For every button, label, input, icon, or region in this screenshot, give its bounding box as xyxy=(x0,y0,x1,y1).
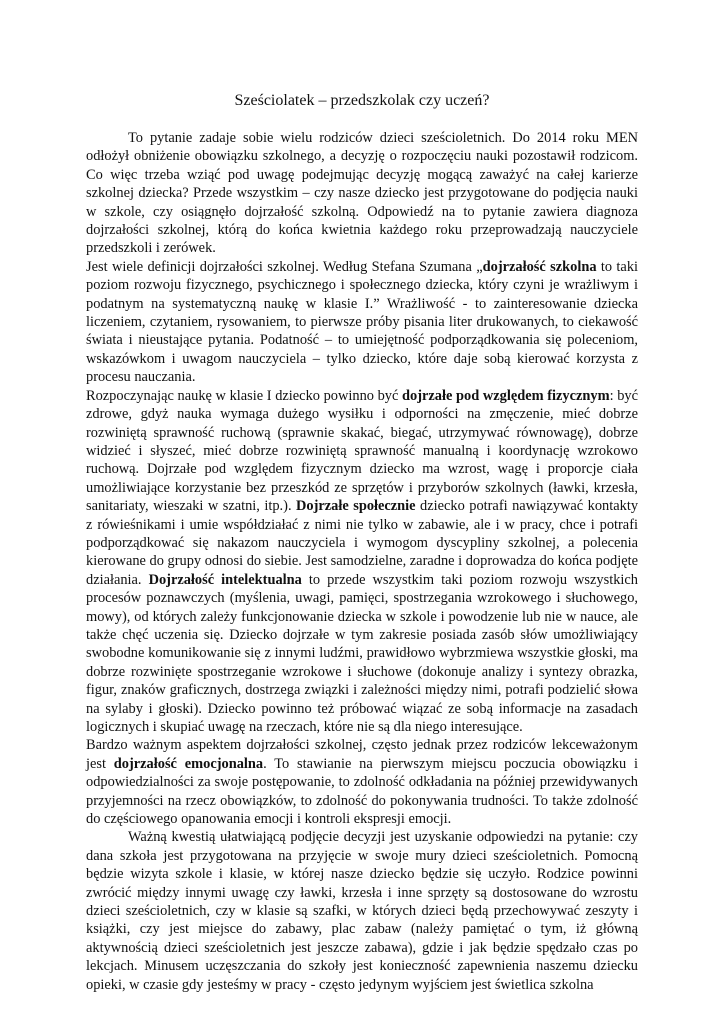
bold-term: dojrzałość szkolna xyxy=(482,258,597,275)
bold-term: Dojrzałość intelektualna xyxy=(148,571,302,588)
text-run: . To stawianie na pierwszym miejscu poczucia obowiązku i odpowiedzialności za swoje postępowanie, to zdolność odkładania na później przewidywanych przyjemności na rzecz obowiązków, to zdolność do pokonywania trudności. To także zdolność do częściowego opanowania emocji i kontroli ekspresji emocji. xyxy=(86,755,638,828)
paragraph xyxy=(86,736,638,828)
text-run: Bardzo ważnym aspektem dojrzałości szkolnej, często jednak przez rodziców lekceważonym jest xyxy=(86,737,638,772)
paragraph xyxy=(86,129,638,258)
text-run: Jest wiele definicji dojrzałości szkolnej. Według Stefana Szumana „ xyxy=(86,258,483,275)
paragraph xyxy=(86,258,638,387)
bold-term: dojrzałe pod względem fizycznym xyxy=(402,387,610,404)
bold-term: dojrzałość emocjonalna xyxy=(113,755,264,772)
text-run: Ważną kwestią ułatwiającą podjęcie decyzji jest uzyskanie odpowiedzi na pytanie: czy dana szkoła jest przygotowana na przyjęcie w swoje mury dzieci sześcioletnich. Pomocną będzie wizyta szkole i klasie, w której nasze dziecko będzie się uczyło. Rodzice powinni zwrócić między innymi uwagę czy ławki, krzesła i inne sprzęty są dostosowane do wzrostu dzieci sześcioletnich, czy w klasie są szafki, w których dzieci będą przechowywać zeszyty i książki, czy jest miejsce do zabawy, plac zabaw (należy pamiętać o tym, iż główną aktywnością dzieci sześcioletnich jest jeszcze zabawa), gdzie i jak będzie spędzało czas po lekcjach. Minusem uczęszczania do szkoły jest konieczność zapewnienia naszemu dziecku opieki, w czasie gdy jesteśmy w pracy - często jedynym wyjściem jest świetlica szkolna xyxy=(86,829,638,993)
text-run: dziecko potrafi nawiązywać kontakty z rówieśnikami i umie współdziałać z nimi nie tylko w zabawie, ale i w pracy, chce i potrafi podporządkować się nakazom nauczyciela i wymogom dyscypliny szkolnej, a polecenia kierowane do grupy odnosi do siebie. Jest samodzielne, zaradne i doprowadza do końca podjęte działania. xyxy=(86,498,639,588)
text-run: : być zdrowe, gdyż nauka wymaga dużego wysiłku i odporności na zmęczenie, mieć dobrze rozwiniętą sprawność ruchową (sprawnie skakać, biegać, utrzymywać równowagę), dobrze widzieć i słyszeć, mieć dobrze rozwiniętą sprawność manualną i koordynację wzrokowo ruchową. Dojrzałe pod względem fizycznym dziecko ma wzrost, wagę i proporcje ciała umożliwiające korzystanie bez przeszkód ze sprzętów i przyborów szkolnych (ławki, krzesła, sanitariaty, wieszaki w szatni, itp.). xyxy=(86,387,638,515)
text-run: To pytanie zadaje sobie wielu rodziców dzieci sześcioletnich. Do 2014 roku MEN odłożył obniżenie obowiązku szkolnego, a decyzję o rozpoczęciu nauki pozostawił rodzicom. Co więc trzeba wziąć pod uwagę podejmując decyzję mogącą zaważyć na całej karierze szkolnej dziecka? Przede wszystkim – czy nasze dziecko jest przygotowane do podjęcia nauki w szkole, czy osiągnęło dojrzałość szkolną. Odpowiedź na to pytanie zawiera diagnoza dojrzałości szkolnej, którą do końca kwietnia każdego roku przeprowadzają nauczyciele przedszkoli i zerówek. xyxy=(86,130,638,257)
text-run: to taki poziom rozwoju fizycznego, psychicznego i społecznego dziecka, który czyni je wrażliwym i podatnym na systematyczną naukę w klasie I.” Wrażliwość - to zainteresowanie dziecka liczeniem, czytaniem, rysowaniem, to pierwsze próby pisania liter drukowanych, to ciekawość świata i nieustające pytania. Podatność – to umiejętność podporządkowania się poleceniom, wskazówkom i uwagom nauczyciela – tylko dziecko, które daje sobą kierować korzysta z procesu nauczania. xyxy=(86,258,639,386)
bold-term: Dojrzałe społecznie xyxy=(296,498,416,515)
text-run: to przede wszystkim taki poziom rozwoju wszystkich procesów poznawczych (myślenia, uwagi, pamięci, spostrzegania wzrokowego i słuchowego, mowy), od których zależy funkcjonowanie dziecka w szkole i powodzenie lub nie w nauce, ale także chęć uczenia się. Dziecko dojrzałe w tym zakresie posiada zasób słów umożliwiający swobodne komunikowanie się z innymi ludźmi, prawidłowo wybrzmiewa wszystkie głoski, ma dobrze rozwinięte spostrzeganie wzrokowe i słuchowe (dokonuje analizy i syntezy obrazka, figur, znaków graficznych, dostrzega związki i zależności między nimi, potrafi podzielić słowa na sylaby i głoski). Dziecko powinno też próbować wiązać ze sobą informacje na zasadach logicznych i skupiać uwagę na rzeczach, które nie są dla niego interesujące. xyxy=(86,571,638,735)
paragraph xyxy=(86,387,638,737)
document-title: Sześciolatek – przedszkolak czy uczeń? xyxy=(234,92,490,109)
document-body xyxy=(86,129,638,994)
paragraph xyxy=(86,828,638,994)
text-run: Rozpoczynając naukę w klasie I dziecko powinno być xyxy=(86,387,403,404)
